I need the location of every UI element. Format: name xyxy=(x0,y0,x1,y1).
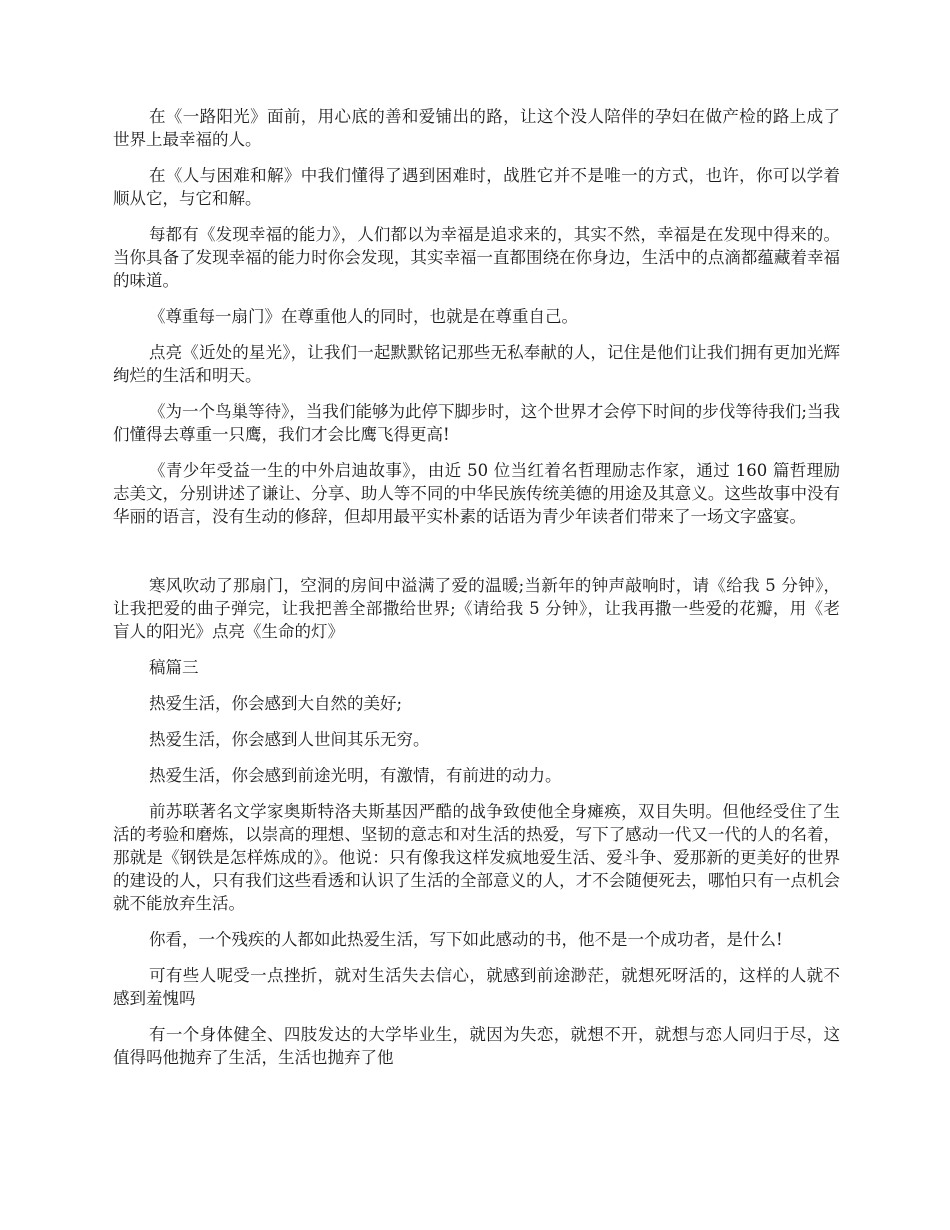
paragraph: 《青少年受益一生的中外启迪故事》，由近 50 位当红着名哲理励志作家，通过 160 篇哲理励志美文，分别讲述了谦让、分享、助人等不同的中华民族传统美德的用途及其意义。这些故事中没有华丽的语言，没有生动的修辞，但却用最平实朴素的话语为青少年读者们带来了一场文字盛宴。 xyxy=(113,461,840,526)
paragraph: 热爱生活，你会感到前途光明，有激情，有前进的动力。 xyxy=(149,766,562,785)
paragraph: 《尊重每一扇门》在尊重他人的同时，也就是在尊重自己。 xyxy=(149,307,578,326)
paragraph: 点亮《近处的星光》，让我们一起默默铭记那些无私奉献的人，记住是他们让我们拥有更加光辉绚烂的生活和明天。 xyxy=(113,343,840,385)
section-gap xyxy=(113,541,840,574)
paragraph: 寒风吹动了那扇门，空洞的房间中溢满了爱的温暖;当新年的钟声敲响时，请《给我 5 分钟》，让我把爱的曲子弹完，让我把善全部撒给世界;《请给我 5 分钟》，让我再撒一些爱的花瓣，用《老盲人的阳光》点亮《生命的灯》 xyxy=(113,576,840,641)
document-page xyxy=(113,105,840,1082)
paragraph: 在《人与困难和解》中我们懂得了遇到困难时，战胜它并不是唯一的方式，也许，你可以学着顺从它，与它和解。 xyxy=(113,166,840,208)
paragraph: 前苏联著名文学家奥斯特洛夫斯基因严酷的战争致使他全身瘫痪，双目失明。但他经受住了生活的考验和磨炼，以崇高的理想、坚韧的意志和对生活的热爱，写下了感动一代又一代的人的名着，那就是《钢铁是怎样炼成的》。他说：只有像我这样发疯地爱生活、爱斗争、爱那新的更美好的世界的建设的人，只有我们这些看透和认识了生活的全部意义的人，才不会随便死去，哪怕只有一点机会就不能放弃生活。 xyxy=(113,802,840,913)
paragraph: 每都有《发现幸福的能力》，人们都以为幸福是追求来的，其实不然，幸福是在发现中得来的。当你具备了发现幸福的能力时你会发现，其实幸福一直都围绕在你身边，生活中的点滴都蕴藏着幸福的味道。 xyxy=(113,225,840,290)
paragraph: 可有些人呢受一点挫折，就对生活失去信心，就感到前途渺茫，就想死呀活的，这样的人就不感到羞愧吗 xyxy=(113,966,840,1008)
paragraph: 在《一路阳光》面前，用心底的善和爱铺出的路，让这个没人陪伴的孕妇在做产检的路上成了世界上最幸福的人。 xyxy=(113,107,840,149)
section-heading: 稿篇三 xyxy=(149,658,199,677)
paragraph: 热爱生活，你会感到大自然的美好; xyxy=(149,694,403,713)
paragraph: 有一个身体健全、四肢发达的大学毕业生，就因为失恋，就想不开，就想与恋人同归于尽，这值得吗他抛弃了生活，生活也抛弃了他 xyxy=(113,1025,840,1067)
paragraph: 热爱生活，你会感到人世间其乐无穷。 xyxy=(149,730,430,749)
paragraph: 《为一个鸟巢等待》，当我们能够为此停下脚步时，这个世界才会停下时间的步伐等待我们;当我们懂得去尊重一只鹰，我们才会比鹰飞得更高! xyxy=(113,402,840,444)
paragraph: 你看，一个残疾的人都如此热爱生活，写下如此感动的书，他不是一个成功者，是什么! xyxy=(149,930,783,949)
